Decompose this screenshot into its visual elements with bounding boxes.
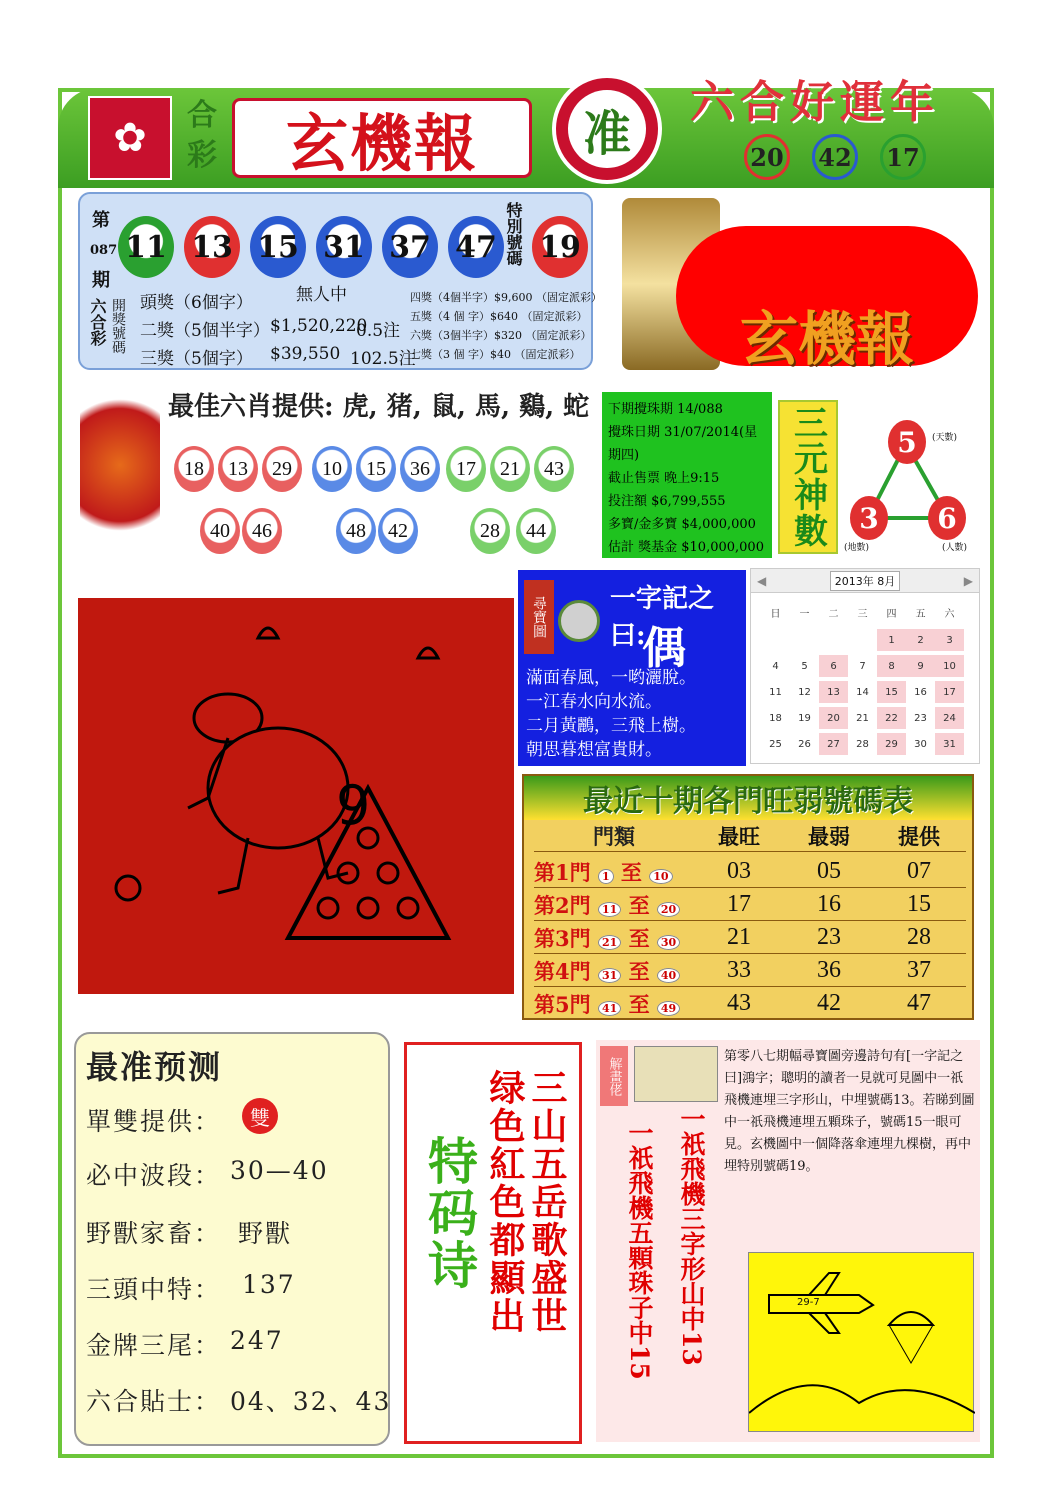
- door-to: 40: [657, 968, 680, 983]
- plane-drawing: [749, 1253, 975, 1433]
- poem-col1: 三山五岳歌盛世: [526, 1069, 568, 1335]
- door-cell: [534, 857, 694, 887]
- sanyuan-right: 6: [928, 496, 966, 540]
- calendar-day[interactable]: 27: [819, 733, 848, 755]
- hecai-label: 合彩: [187, 98, 217, 173]
- prize-3: 三獎（5個字）: [140, 349, 253, 369]
- calendar-day[interactable]: 29: [877, 733, 906, 755]
- calendar-day[interactable]: 25: [769, 738, 782, 750]
- plane-label: 29-7: [797, 1297, 820, 1308]
- info-line: 攪珠日期 31/07/2014(星期四): [608, 425, 758, 463]
- calendar-day[interactable]: 15: [877, 681, 906, 703]
- turtle-drawing: [78, 598, 514, 994]
- calendar-day[interactable]: 10: [935, 655, 964, 677]
- door-cell: [534, 956, 694, 986]
- prediction-title: 最准预测: [86, 1048, 223, 1086]
- min-cell: 16: [817, 891, 841, 917]
- pick-cell: 47: [907, 990, 931, 1016]
- single-double-value: 雙: [242, 1098, 278, 1134]
- door-from: 41: [598, 1001, 621, 1016]
- calendar-day[interactable]: 12: [798, 686, 811, 698]
- calendar-day[interactable]: 23: [914, 712, 927, 724]
- explain-text: 第零八七期幅尋寶圖旁邊詩句有[一字記之曰]鴻字；聰明的讀者一見就可見圖中一祇飛機連埋三字形山，中埋號碼13。若睇到圖中一祇飛機連埋五顆珠子，號碼15一眼可見。玄機圖中一個降落傘連埋九棵樹，再中埋特別號碼19。: [724, 1049, 975, 1174]
- beast-label: 野獸家畜：: [86, 1219, 222, 1248]
- pick-cell: 37: [907, 957, 931, 983]
- plane-parachute-image: [748, 1252, 974, 1432]
- calendar-day[interactable]: 17: [935, 681, 964, 703]
- header-min: 最弱: [808, 824, 850, 849]
- puzzle-number: 9: [336, 774, 371, 837]
- special-label: 特別號碼: [504, 202, 523, 266]
- prev-month-icon[interactable]: ◀: [757, 573, 767, 588]
- explain-col-left: 一祇飛機五顆珠子中15: [625, 1120, 654, 1380]
- door-cell: [534, 890, 694, 920]
- sanyuan-left-tag: (地數): [844, 543, 870, 553]
- sanyuan-top: 5: [888, 420, 926, 464]
- wave-value: 30—40: [230, 1156, 329, 1185]
- calendar-day[interactable]: 4: [772, 660, 779, 672]
- side-ball: 17: [880, 134, 926, 180]
- calendar-day[interactable]: 8: [877, 655, 906, 677]
- calendar-day[interactable]: 30: [914, 738, 927, 750]
- flower-icon: ✿: [113, 115, 147, 161]
- info-line: 投注額 $6,799,555: [608, 494, 726, 509]
- min-cell: 05: [817, 858, 841, 884]
- door-cell: [534, 923, 694, 953]
- calendar-day[interactable]: 20: [819, 707, 848, 729]
- zodiac-ball: 44: [516, 508, 556, 554]
- period-label: [90, 206, 118, 296]
- draw-result: [78, 192, 602, 370]
- masthead: [232, 98, 532, 178]
- door-to: 49: [657, 1001, 680, 1016]
- word-heading: 一字記之曰:: [610, 584, 715, 651]
- door-label: 第5門: [534, 991, 591, 1017]
- poem-line: 滿面春風，一哟灑脫。: [526, 668, 696, 688]
- calendar-day[interactable]: 19: [798, 712, 811, 724]
- zodiac-ball: 21: [490, 446, 530, 492]
- max-cell: 21: [727, 924, 751, 950]
- prediction-box: [74, 1032, 390, 1446]
- result-ball: 13: [184, 216, 240, 278]
- door-from: 31: [598, 968, 621, 983]
- writing-hand-image: [634, 1046, 718, 1102]
- month-select[interactable]: 2013年 8月: [830, 571, 901, 591]
- prize-2-amount: $1,520,220: [270, 316, 368, 336]
- zodiac-ball: 29: [262, 446, 302, 492]
- explainer-tag: 解畫佬: [600, 1046, 628, 1106]
- zodiac-ball: 28: [470, 508, 510, 554]
- zodiac-title: 最佳六肖提供: 虎, 猪, 鼠, 馬, 鷄, 蛇: [168, 392, 590, 422]
- ten-period-table: [522, 774, 974, 1020]
- to-label: 至: [628, 892, 650, 918]
- zodiac-ball: 13: [218, 446, 258, 492]
- lhc-label: 六合彩: [88, 298, 107, 346]
- prize-1-note: 無人中: [296, 285, 347, 305]
- period-number: 087: [90, 243, 118, 258]
- result-ball: 11: [118, 216, 174, 278]
- poem-line: 朝思暮想富貴財。: [526, 740, 662, 760]
- max-cell: 33: [727, 957, 751, 983]
- prize-3-amount: $39,550: [270, 344, 341, 364]
- zodiac-ball: 10: [312, 446, 352, 492]
- zodiac-ball: 15: [356, 446, 396, 492]
- max-cell: 17: [727, 891, 751, 917]
- to-label: 至: [628, 925, 650, 951]
- poem-col2: 绿色紅色都顯出: [484, 1069, 526, 1335]
- header-pick: 提供: [898, 824, 940, 849]
- zodiac-ball: 46: [242, 508, 282, 554]
- weekday: 五: [915, 608, 926, 620]
- calendar-day[interactable]: 21: [856, 712, 869, 724]
- sanyuan-top-tag: (天數): [932, 433, 958, 443]
- calendar-day[interactable]: 6: [819, 655, 848, 677]
- prize-7: 七獎（3 個 字）$40 （固定派彩）: [410, 348, 581, 361]
- calendar-day[interactable]: 16: [914, 686, 927, 698]
- calendar-day[interactable]: 26: [798, 738, 811, 750]
- beast-value: 野獸: [238, 1219, 293, 1248]
- word-poem: [526, 666, 696, 762]
- tie-label: 六合貼士：: [86, 1387, 222, 1416]
- door-label: 第3門: [534, 925, 591, 951]
- prize-2-note: 0.5注: [356, 321, 401, 341]
- calendar-day[interactable]: 24: [935, 707, 964, 729]
- calendar-day[interactable]: 1: [877, 629, 906, 651]
- calendar-day[interactable]: 22: [877, 707, 906, 729]
- weekday: 日: [770, 608, 781, 620]
- next-month-icon[interactable]: ▶: [963, 573, 973, 588]
- prize-6: 六獎（3個半字）$320 （固定派彩）: [410, 329, 592, 342]
- xunbao-icon: 尋寶圖: [524, 580, 554, 654]
- single-double-label: 單雙提供：: [86, 1107, 222, 1136]
- calendar-day[interactable]: 28: [856, 738, 869, 750]
- sanyuan-title-box: [778, 400, 838, 554]
- calendar-header: [751, 569, 979, 593]
- weekday: 六: [944, 608, 955, 620]
- calendar: [750, 568, 980, 764]
- zodiac-ball: 48: [336, 508, 376, 554]
- head-label: 三頭中特：: [86, 1275, 222, 1304]
- result-ball: 15: [250, 216, 306, 278]
- result-ball: 31: [316, 216, 372, 278]
- prize-5: 五獎（4 個 字）$640 （固定派彩）: [410, 310, 588, 323]
- prize-2: 二獎（5個半字）: [140, 321, 270, 341]
- zodiac-ball: 36: [400, 446, 440, 492]
- zodiac-ball: 17: [446, 446, 486, 492]
- result-ball: 47: [448, 216, 504, 278]
- zhun-badge: [552, 74, 662, 184]
- calendar-day[interactable]: 14: [856, 686, 869, 698]
- word-box: [518, 570, 746, 766]
- calendar-day[interactable]: 3: [935, 629, 964, 651]
- poem-title: 特码诗: [420, 1135, 479, 1291]
- info-line: 估計 獎基金 $10,000,000: [608, 540, 764, 555]
- sanyuan-right-tag: (人數): [942, 543, 968, 553]
- wave-label: 必中波段：: [86, 1161, 222, 1190]
- calendar-day[interactable]: 5: [801, 660, 808, 672]
- period-char: 期: [92, 270, 110, 291]
- door-to: 20: [657, 902, 680, 917]
- calendar-day[interactable]: 31: [935, 733, 964, 755]
- max-cell: 43: [727, 990, 751, 1016]
- header-door: 門類: [593, 823, 635, 849]
- next-draw-info: [602, 392, 772, 558]
- special-poem-box: [404, 1042, 582, 1444]
- weekday-row: [751, 593, 979, 623]
- slogan: 六合好運年: [690, 77, 940, 128]
- sanyuan-triangle: [842, 400, 976, 554]
- calendar-day[interactable]: 7: [859, 660, 866, 672]
- weekday: 二: [828, 608, 839, 620]
- side-ball: 42: [812, 134, 858, 180]
- dragon-image: [80, 380, 160, 550]
- special-ball: 19: [532, 216, 588, 278]
- pot-icon: [558, 600, 600, 642]
- min-cell: 42: [817, 990, 841, 1016]
- side-ball: 20: [744, 134, 790, 180]
- door-label: 第1門: [534, 859, 591, 885]
- door-label: 第2門: [534, 892, 591, 918]
- zodiac-ball: 18: [174, 446, 214, 492]
- weekday: 一: [799, 608, 810, 620]
- calendar-day[interactable]: 13: [819, 681, 848, 703]
- min-cell: 36: [817, 957, 841, 983]
- header-max: 最旺: [718, 824, 760, 849]
- zodiac-ball: 42: [378, 508, 418, 554]
- door-from: 11: [598, 902, 621, 917]
- calendar-day: [819, 629, 848, 651]
- head-value: 137: [242, 1270, 296, 1299]
- table-row: [534, 955, 966, 987]
- zhun-text: 准: [568, 90, 646, 168]
- calendar-day[interactable]: 2: [906, 629, 935, 651]
- draw-numbers-label: 開獎號碼: [110, 298, 126, 354]
- to-label: 至: [628, 991, 650, 1017]
- door-label: 第4門: [534, 958, 591, 984]
- prize-4: 四獎（4個半字）$9,600 （固定派彩）: [410, 291, 602, 304]
- masthead-title: 玄機報: [285, 106, 478, 180]
- explain-col-right: 一祇飛機三字形山中13: [677, 1106, 706, 1366]
- table-row: [534, 889, 966, 921]
- tail-label: 金牌三尾：: [86, 1331, 222, 1360]
- to-label: 至: [628, 958, 650, 984]
- weekday: 三: [857, 608, 868, 620]
- sanyuan-title: 三元神數: [787, 405, 828, 549]
- calendar-day: [848, 629, 877, 651]
- max-cell: 03: [727, 858, 751, 884]
- table-row: [534, 856, 966, 888]
- to-label: 至: [620, 859, 642, 885]
- door-from: 1: [598, 869, 614, 884]
- period-char: 第: [92, 210, 110, 231]
- info-line: 截止售票 晚上9:15: [608, 471, 720, 486]
- brand-title: 玄機報: [740, 305, 915, 373]
- weekday: 四: [886, 608, 897, 620]
- door-to: 30: [657, 935, 680, 950]
- info-line: 下期攪珠期 14/088: [608, 402, 723, 417]
- calendar-grid: [751, 623, 979, 755]
- door-cell: [534, 989, 694, 1019]
- zodiac-ball: 43: [534, 446, 574, 492]
- door-from: 21: [598, 935, 621, 950]
- prize-right-list: [410, 288, 602, 364]
- info-line: 多寶/金多寶 $4,000,000: [608, 517, 756, 532]
- calendar-day[interactable]: 9: [906, 655, 935, 677]
- prize-1: 頭獎（6個字）: [140, 293, 253, 313]
- treasure-map-image: [78, 598, 514, 994]
- poem-line: 一江春水向水流。: [526, 692, 662, 712]
- tie-value: 04、32、43: [230, 1387, 392, 1416]
- calendar-day: [790, 629, 819, 651]
- prize-3-note: 102.5注: [350, 349, 416, 369]
- door-to: 10: [649, 869, 672, 884]
- calendar-day[interactable]: 11: [769, 686, 782, 698]
- table-row: [534, 988, 966, 1020]
- result-ball: 37: [382, 216, 438, 278]
- pick-cell: 07: [907, 858, 931, 884]
- table-header-row: [534, 820, 966, 852]
- word-char: 偶: [642, 623, 686, 674]
- poem-line: 二月黃鸝，三飛上樹。: [526, 716, 696, 736]
- bauhinia-logo: [88, 96, 172, 180]
- sanyuan-left: 3: [850, 496, 888, 540]
- table-row: [534, 922, 966, 954]
- pick-cell: 15: [907, 891, 931, 917]
- table-title: 最近十期各門旺弱號碼表: [524, 776, 972, 820]
- tail-value: 247: [230, 1326, 284, 1355]
- calendar-day: [761, 629, 790, 651]
- min-cell: 23: [817, 924, 841, 950]
- explanation-box: [596, 1040, 980, 1442]
- pick-cell: 28: [907, 924, 931, 950]
- zodiac-ball: 40: [200, 508, 240, 554]
- calendar-day[interactable]: 18: [769, 712, 782, 724]
